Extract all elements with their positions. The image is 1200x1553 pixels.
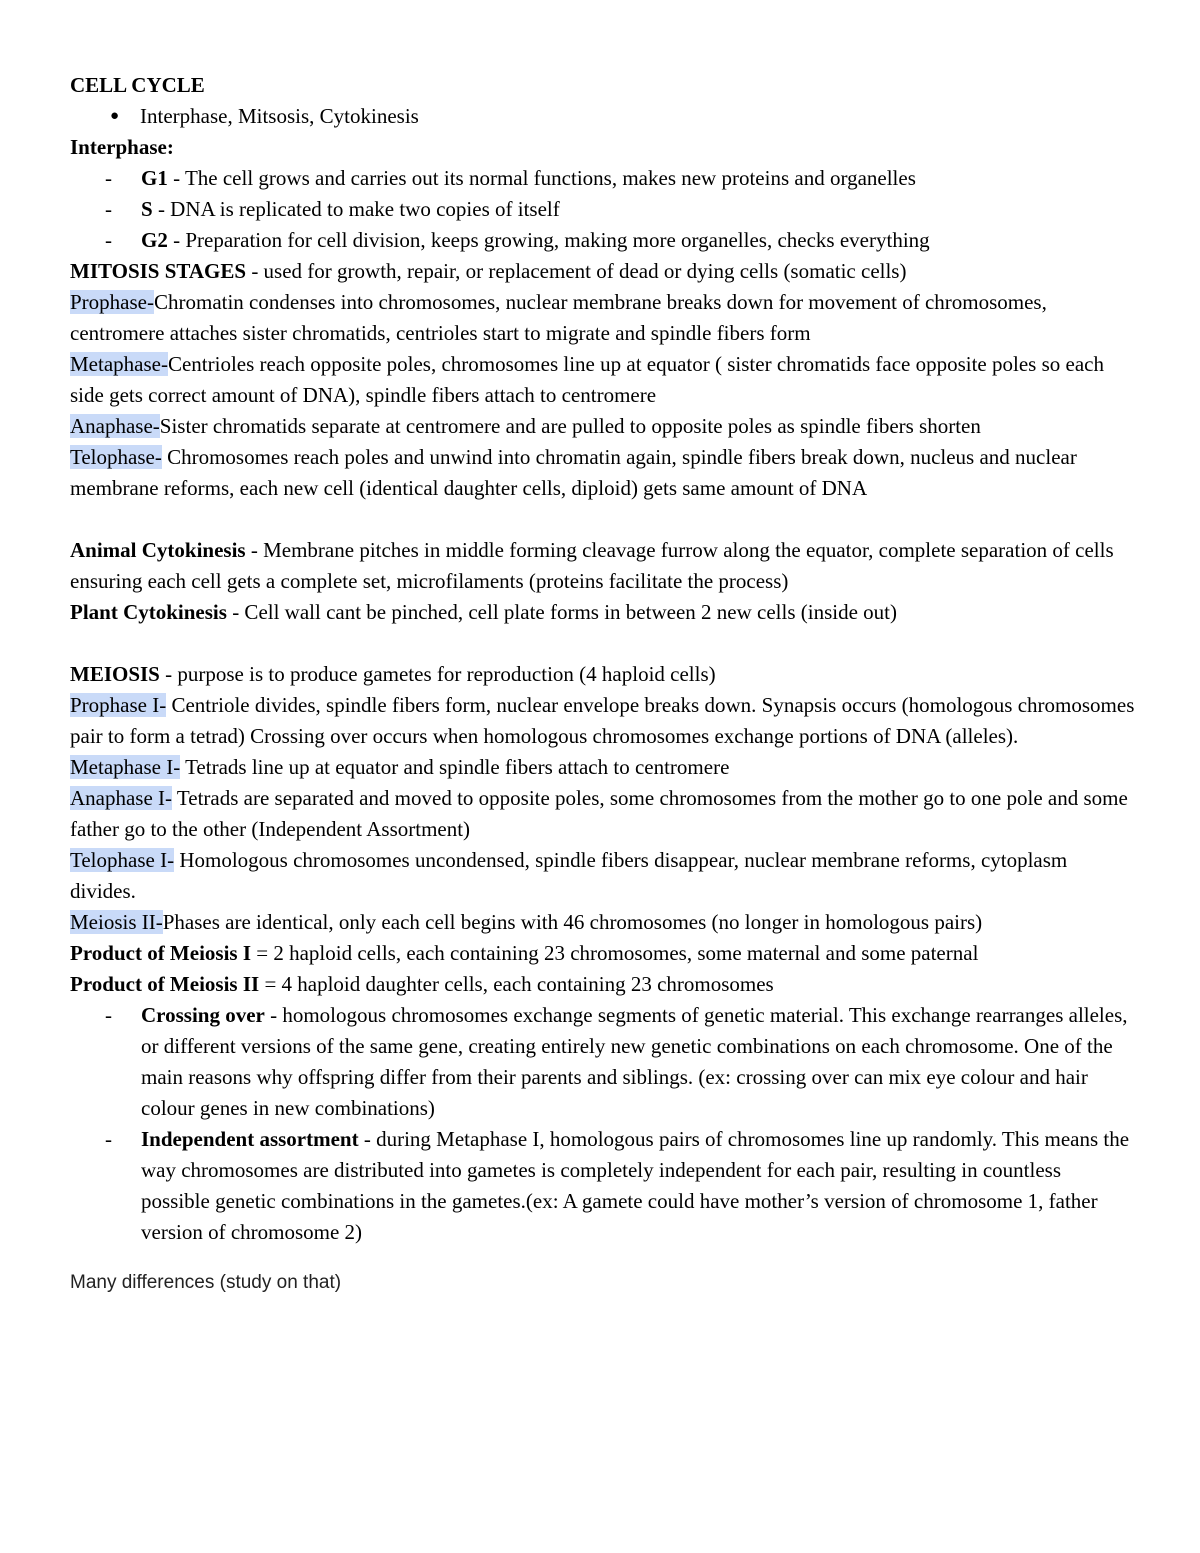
phase-term: G2 <box>141 228 168 252</box>
stage-text: Centrioles reach opposite poles, chromosomes line up at equator ( sister chromatids face opposite poles so each side gets correct amount of DNA), spindle fibers attach to centromere <box>70 352 1104 407</box>
stage-text: Sister chromatids separate at centromere and are pulled to opposite poles as spindle fibers shorten <box>159 414 981 438</box>
plant-cytokinesis-term: Plant Cytokinesis <box>70 600 227 624</box>
stage-label: Metaphase- <box>70 352 168 376</box>
stage-label: Prophase I- <box>70 693 167 717</box>
product-meiosis-i <box>70 938 1135 969</box>
blank-line <box>70 628 1135 659</box>
mitosis-heading: MITOSIS STAGES <box>70 259 247 283</box>
footer-note: Many differences (study on that) <box>70 1272 342 1293</box>
stage-label: Prophase- <box>70 290 154 314</box>
stage-label: Meiosis II- <box>70 910 163 934</box>
meiosis-stage-metaphase-i <box>70 752 1135 783</box>
meiosis-heading-text: - purpose is to produce gametes for reproduction (4 haploid cells) <box>159 662 716 686</box>
stage-text: Chromatin condenses into chromosomes, nuclear membrane breaks down for movement of chromosomes, centromere attaches sister chromatids, centrioles start to migrate and spindle fibers form <box>70 290 1047 345</box>
mitosis-stage-anaphase <box>70 411 1135 442</box>
animal-cytokinesis-text: - Membrane pitches in middle forming cleavage furrow along the equator, complete separation of cells ensuring each cell gets a complete set, microfilaments (proteins facilitate the process) <box>70 538 1114 593</box>
product-term: Product of Meiosis II <box>70 972 260 996</box>
product-meiosis-ii <box>70 969 1135 1000</box>
phase-text: - The cell grows and carries out its normal functions, makes new proteins and organelles <box>167 166 916 190</box>
mitosis-stage-prophase <box>70 287 1135 349</box>
phase-term: S <box>141 197 153 221</box>
detail-text: - during Metaphase I, homologous pairs of chromosomes line up randomly. This means the way chromosomes are distributed into gametes is completely independent for each pair, resulting in countless possible genetic combinations in the gametes.(ex: A gamete could have mother’s version of chromosome 1, father version of chromosome 2) <box>141 1127 1130 1244</box>
interphase-heading: Interphase: <box>70 135 174 159</box>
animal-cytokinesis <box>70 535 1135 597</box>
meiosis-stage-telophase-i <box>70 845 1135 907</box>
dash-marker: - <box>105 197 112 221</box>
stage-text: Phases are identical, only each cell begins with 46 chromosomes (no longer in homologous pairs) <box>162 910 983 934</box>
mitosis-heading-line <box>70 256 1135 287</box>
bullet-marker: ● <box>110 108 120 124</box>
dash-marker: - <box>105 1127 112 1151</box>
stage-label: Metaphase I- <box>70 755 181 779</box>
stage-label: Anaphase- <box>70 414 160 438</box>
stage-text: Homologous chromosomes uncondensed, spindle fibers disappear, nuclear membrane reforms, cytoplasm divides. <box>70 848 1068 903</box>
detail-item-independent-assortment <box>70 1124 1135 1248</box>
interphase-item-g1 <box>70 163 1135 194</box>
plant-cytokinesis-text: - Cell wall cant be pinched, cell plate forms in between 2 new cells (inside out) <box>226 600 897 624</box>
blank-line <box>70 1248 1135 1267</box>
interphase-item-g2 <box>70 225 1135 256</box>
detail-term: Crossing over <box>141 1003 265 1027</box>
stage-label: Telophase- <box>70 445 162 469</box>
cell-cycle-bullet-item <box>70 101 1135 132</box>
meiosis-heading-line <box>70 659 1135 690</box>
blank-line <box>70 504 1135 535</box>
stage-text: Chromosomes reach poles and unwind into chromatin again, spindle fibers break down, nucleus and nuclear membrane reforms, each new cell (identical daughter cells, diploid) gets same amount of DNA <box>70 445 1077 500</box>
dash-marker: - <box>105 166 112 190</box>
dash-marker: - <box>105 1003 112 1027</box>
cell-cycle-heading: CELL CYCLE <box>70 73 205 97</box>
meiosis-stage-prophase-i <box>70 690 1135 752</box>
stage-label: Telophase I- <box>70 848 175 872</box>
detail-term: Independent assortment <box>141 1127 359 1151</box>
mitosis-stage-metaphase <box>70 349 1135 411</box>
meiosis-stage-meiosis-ii <box>70 907 1135 938</box>
product-text: = 4 haploid daughter cells, each containing 23 chromosomes <box>259 972 774 996</box>
stage-label: Anaphase I- <box>70 786 173 810</box>
mitosis-stage-telophase <box>70 442 1135 504</box>
phase-text: - Preparation for cell division, keeps growing, making more organelles, checks everything <box>167 228 930 252</box>
product-term: Product of Meiosis I <box>70 941 252 965</box>
phase-term: G1 <box>141 166 168 190</box>
meiosis-stage-anaphase-i <box>70 783 1135 845</box>
detail-text: - homologous chromosomes exchange segments of genetic material. This exchange rearranges alleles, or different versions of the same gene, creating entirely new genetic combinations on each chromosome. One of the main reasons why offspring differ from their parents and siblings. (ex: crossing over can mix eye colour and hair colour genes in new combinations) <box>141 1003 1128 1120</box>
phase-text: - DNA is replicated to make two copies of itself <box>152 197 560 221</box>
stage-text: Tetrads are separated and moved to opposite poles, some chromosomes from the mother go to one pole and some father go to the other (Independent Assortment) <box>70 786 1128 841</box>
animal-cytokinesis-term: Animal Cytokinesis <box>70 538 246 562</box>
detail-item-crossing-over <box>70 1000 1135 1124</box>
meiosis-heading: MEIOSIS <box>70 662 160 686</box>
plant-cytokinesis <box>70 597 1135 628</box>
document-page <box>70 70 1135 1298</box>
product-text: = 2 haploid cells, each containing 23 chromosomes, some maternal and some paternal <box>251 941 979 965</box>
stage-text: Centriole divides, spindle fibers form, nuclear envelope breaks down. Synapsis occurs (homologous chromosomes pair to form a tetrad) Crossing over occurs when homologous chromosomes exchange portions of DNA (alleles). <box>70 693 1135 748</box>
stage-text: Tetrads line up at equator and spindle fibers attach to centromere <box>180 755 730 779</box>
cell-cycle-bullet-text: Interphase, Mitsosis, Cytokinesis <box>140 104 419 128</box>
interphase-item-s <box>70 194 1135 225</box>
dash-marker: - <box>105 228 112 252</box>
mitosis-heading-text: - used for growth, repair, or replacement of dead or dying cells (somatic cells) <box>246 259 907 283</box>
